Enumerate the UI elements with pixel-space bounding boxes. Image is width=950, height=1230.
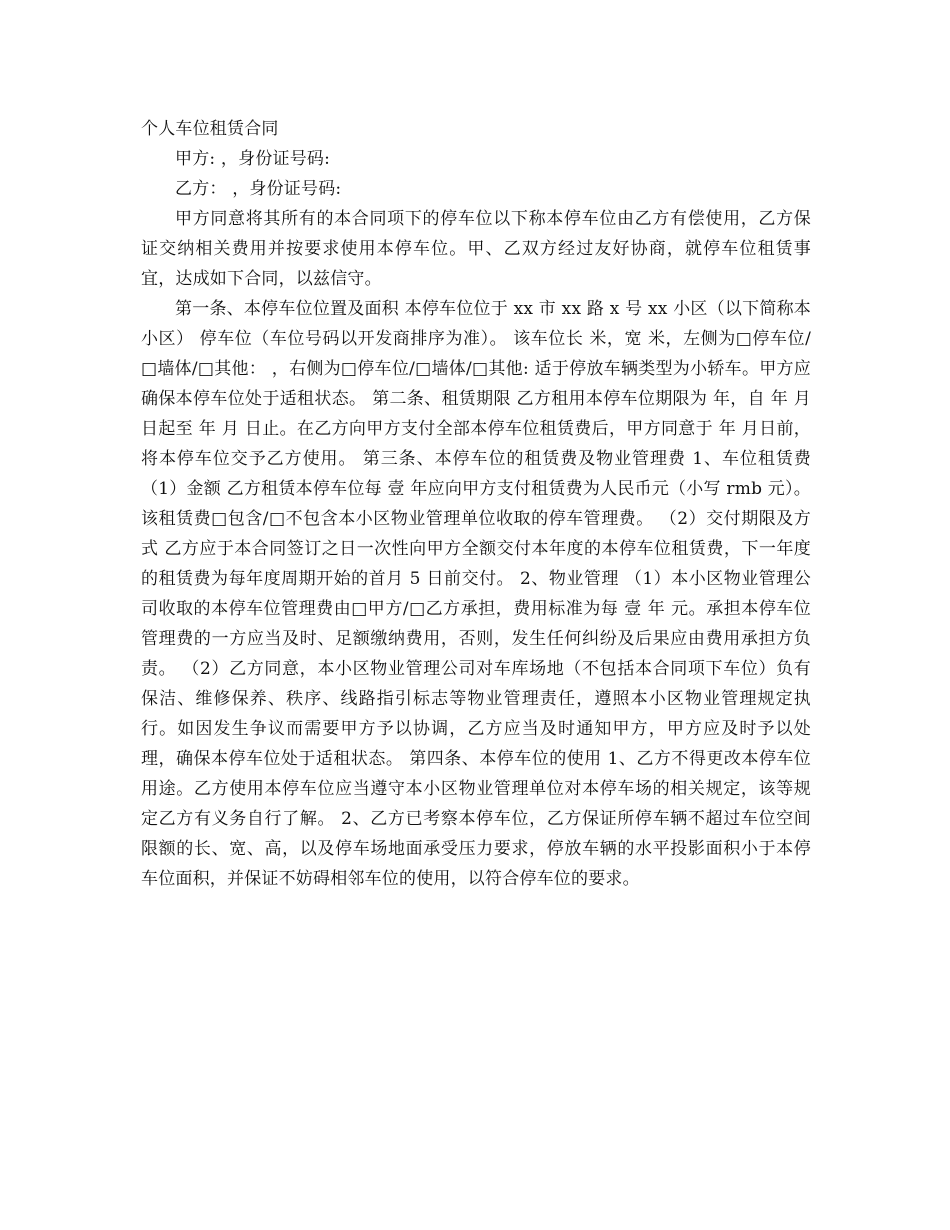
party-a-line: 甲方: ，身份证号码: xyxy=(175,149,331,169)
contract-body-paragraph: 第一条、本停车位位置及面积 本停车位位于 xx 市 xx 路 x 号 xx 小区（以下简称本小区） 停车位（车位号码以开发商排序为准）。 该车位长 米，宽 米，左侧为□停车位/□墙体/□其他： ，右侧为□停车位/□墙体/□其他: 适于停放车辆类型为小轿车。甲方应确保本停车位处于适租状态。 第二条、租赁期限 乙方租用本停车位期限为 年，自 年 月 日起至 年 月 日止。在乙方向甲方支付全部本停车位租赁费后，甲方同意于 年 月日前，将本停车位交予乙方使用。 第三条、本停车位的租赁费及物业管理费 1、车位租赁费 （1）金额 乙方租赁本停车位每 壹 年应向甲方支付租赁费为人民币元（小写 rmb 元）。该租赁费□包含/□不包含本小区物业管理单位收取的停车管理费。 （2）交付期限及方式 乙方应于本合同签订之日一次性向甲方全额交付本年度的本停车位租赁费，下一年度的租赁费为每年度周期开始的首月 5 日前交付。 2、物业管理 （1）本小区物业管理公司收取的本停车位管理费由□甲方/□乙方承担，费用标准为每 壹 年 元。承担本停车位管理费的一方应当及时、足额缴纳费用，否则，发生任何纠纷及后果应由费用承担方负责。 （2）乙方同意，本小区物业管理公司对车库场地（不包括本合同项下车位）负有保洁、维修保养、秩序、线路指引标志等物业管理责任，遵照本小区物业管理规定执行。如因发生争议而需要甲方予以协调，乙方应当及时通知甲方，甲方应及时予以处理，确保本停车位处于适租状态。 第四条、本停车位的使用 1、乙方不得更改本停车位用途。乙方使用本停车位应当遵守本小区物业管理单位对本停车场的相关规定，该等规定乙方有义务自行了解。 2、乙方已考察本停车位，乙方保证所停车辆不超过车位空间限额的长、宽、高，以及停车场地面承受压力要求，停放车辆的水平投影面积小于本停车位面积，并保证不妨碍相邻车位的使用，以符合停车位的要求。 xyxy=(141,299,811,889)
document-title: 个人车位租赁合同 xyxy=(141,119,279,139)
intro-paragraph: 甲方同意将其所有的本合同项下的停车位以下称本停车位由乙方有偿使用，乙方保证交纳相关费用并按要求使用本停车位。甲、乙双方经过友好协商，就停车位租赁事宜，达成如下合同，以兹信守。 xyxy=(141,209,811,289)
document-content xyxy=(141,114,811,894)
party-b-line: 乙方： ，身份证号码: xyxy=(175,179,342,199)
